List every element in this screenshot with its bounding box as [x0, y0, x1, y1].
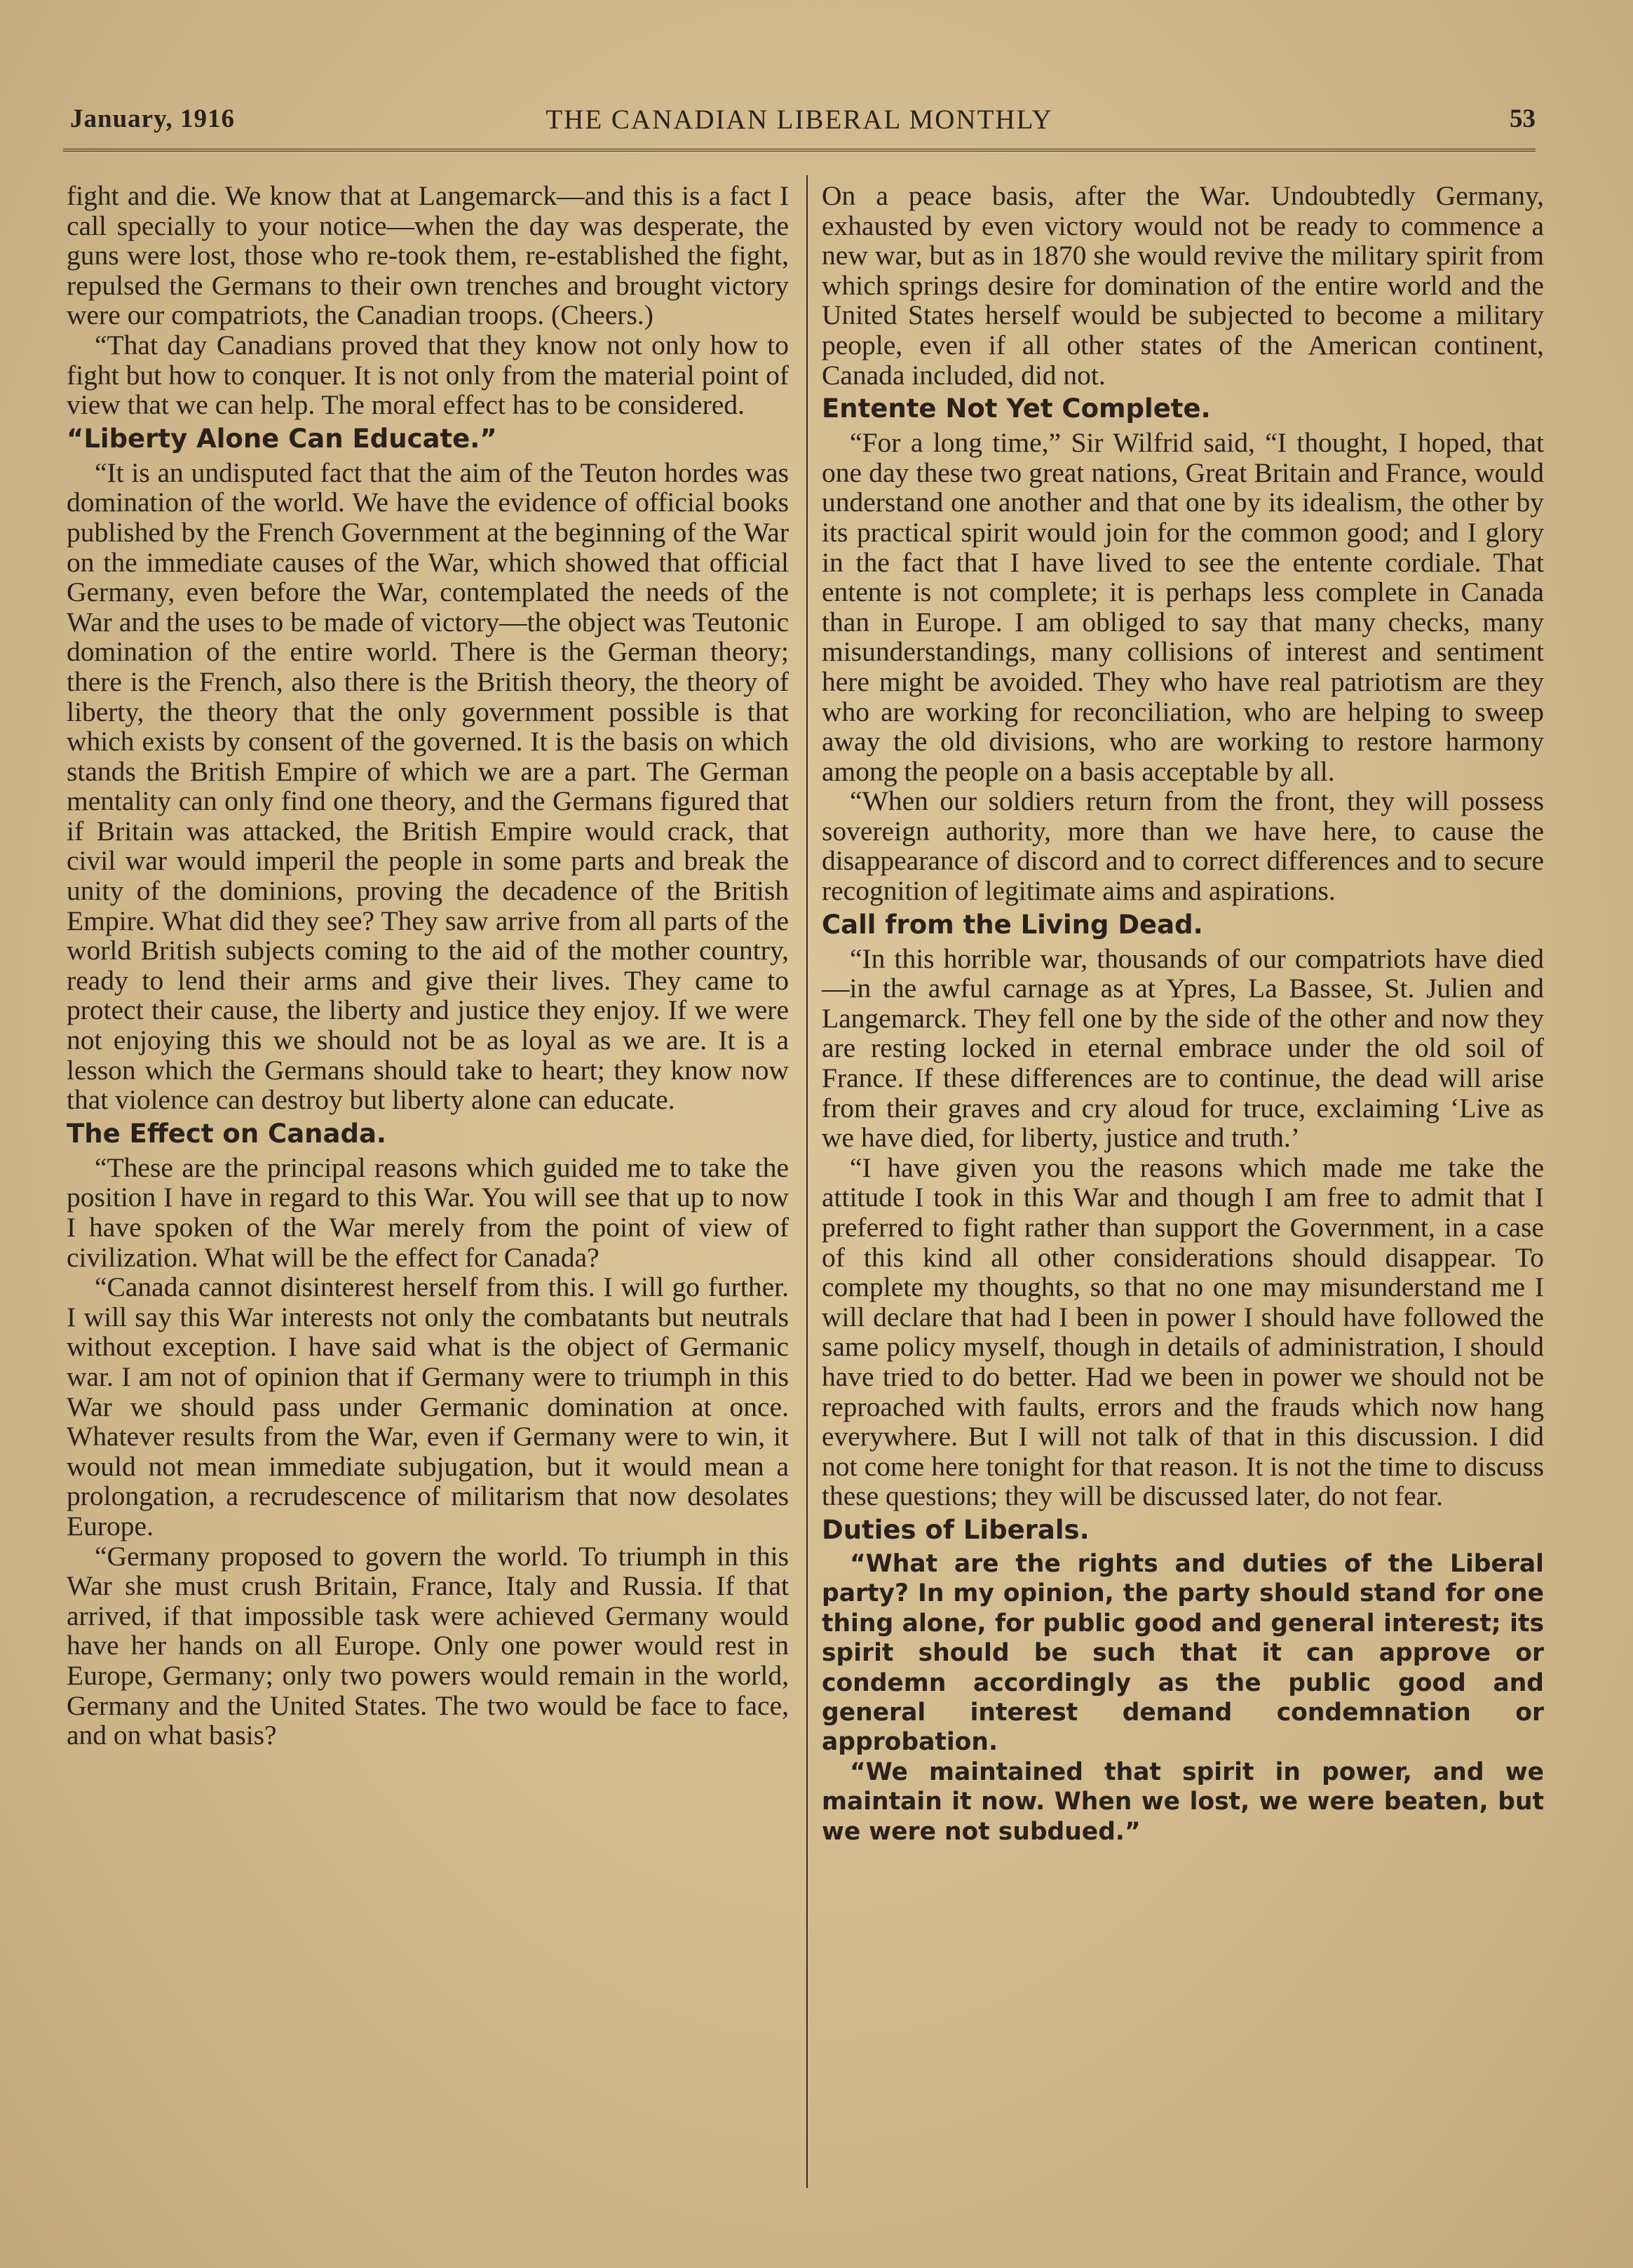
paragraph: fight and die. We know that at Langemarck—and this is a fact I call specially to your notice—when the day was desperate, the guns were lost, those who re-took them, re-established the fight, repulsed the Germans to their own trenches and brought victory were our compatriots, the Canadian troops. (Cheers.) [67, 180, 789, 331]
header-date: January, 1916 [70, 104, 236, 133]
paragraph: “It is an undisputed fact that the aim of the Teuton hordes was domination of the world. We have the evidence of official books published by the French Government at the beginning of the War on the immediate causes of the War, which showed that official Germany, even before the War, contemplated the needs of the War and the uses to be made of victory—the object was Teutonic domination of the entire world. There is the German theory; there is the French, also there is the British theory, the theory of liberty, the theory that the only government possible is that which exists by consent of the governed. It is the basis on which stands the British Empire of which we are a part. The German mentality can only find one theory, and the Germans figured that if Britain was attacked, the British Empire would crack, that civil war would imperil the people in some parts and break the unity of the dominions, proving the decadence of the British Empire. What did they see? They saw arrive from all parts of the world British subjects coming to the aid of the mother country, ready to lend their arms and give their lives. They came to protect their cause, the liberty and justice they enjoy. If we were not enjoying this we should not be as loyal as we are. It is a lesson which the Germans should take to heart; they know now that violence can destroy but liberty alone can educate. [67, 457, 789, 1116]
section-heading: Duties of Liberals. [822, 1514, 1090, 1545]
page-number: 53 [1510, 104, 1536, 133]
section-heading: “Liberty Alone Can Educate.” [67, 423, 497, 454]
section-heading: The Effect on Canada. [67, 1118, 386, 1149]
paragraph: On a peace basis, after the War. Undoubtedly Germany, exhausted by even victory would not be ready to commence a new war, but as in 1870 she would revive the military spirit from which springs desire for domination of the entire world and the United States herself would be subjected to become a military people, even if all other states of the American continent, Canada included, did not. [822, 180, 1544, 391]
paragraph-bold: “We maintained that spirit in power, and we maintain it now. When we lost, we were beaten, but we were not subdued.” [822, 1757, 1544, 1846]
paragraph: “These are the principal reasons which guided me to take the position I have in regard to this War. You will see that up to now I have spoken of the War merely from the point of view of civilization. What will be the effect for Canada? [67, 1152, 789, 1273]
paragraph-bold: “What are the rights and duties of the Liberal party? In my opinion, the party should stand for one thing alone, for public good and general interest; its spirit should be such that it can approve or condemn accordingly as the public good and general interest demand condemnation or approbation. [822, 1549, 1544, 1757]
paragraph: “For a long time,” Sir Wilfrid said, “I thought, I hoped, that one day these two great nations, Great Britain and France, would understand one another and that one by its idealism, the other by its practical spirit would join for the common good; and I glory in the fact that I have lived to see the entente cordiale. That entente is not complete; it is perhaps less complete in Canada than in Europe. I am obliged to say that many checks, many misunderstandings, many collisions of interest and sentiment here might be avoided. They who have real patriotism are they who are working for reconciliation, who are helping to sweep away the old divisions, who are working to restore harmony among the people on a basis acceptable by all. [822, 427, 1544, 787]
header-title: THE CANADIAN LIBERAL MONTHLY [546, 104, 1053, 135]
paragraph: “I have given you the reasons which made me take the attitude I took in this War and though I am free to admit that I preferred to fight rather than support the Government, in a case of this kind all other considerations should disappear. To complete my thoughts, so that no one may misunderstand me I will declare that had I been in power I should have followed the same policy myself, though in details of administration, I should have tried to do better. Had we been in power we should not be reproached with faults, errors and the frauds which now hang everywhere. But I will not talk of that in this discussion. I did not come here tonight for that reason. It is not the time to discuss these questions; they will be discussed later, do not fear. [822, 1152, 1544, 1512]
section-heading: Entente Not Yet Complete. [822, 393, 1211, 424]
header-rule [63, 149, 1536, 151]
running-header [63, 104, 1536, 146]
right-column [822, 181, 1544, 1847]
paragraph: “Germany proposed to govern the world. To triumph in this War she must crush Britain, France, Italy and Russia. If that arrived, if that impossible task were achieved Germany would have her hands on all Europe. Only one power would rest in Europe, Germany; only two powers would remain in the world, Germany and the United States. The two would be face to face, and on what basis? [67, 1540, 789, 1751]
paragraph: “That day Canadians proved that they know not only how to fight but how to conquer. It is not only from the material point of view that we can help. The moral effect has to be considered. [67, 329, 789, 421]
paragraph: “When our soldiers return from the front, they will possess sovereign authority, more than we have here, to cause the disappearance of discord and to correct differences and to secure recognition of legitimate aims and aspirations. [822, 785, 1544, 907]
left-column [67, 181, 789, 1750]
paragraph: “Canada cannot disinterest herself from this. I will go further. I will say this War interests not only the combatants but neutrals without exception. I have said what is the object of Germanic war. I am not of opinion that if Germany were to triumph in this War we should pass under Germanic domination at once. Whatever results from the War, even if Germany were to win, it would not mean immediate subjugation, but it would mean a prolongation, a recrudescence of militarism that now desolates Europe. [67, 1271, 789, 1541]
section-heading: Call from the Living Dead. [822, 909, 1203, 940]
paragraph: “In this horrible war, thousands of our compatriots have died—in the awful carnage as at Ypres, La Bassee, St. Julien and Langemarck. They fell one by the side of the other and now they are resting locked in eternal embrace under the old soil of France. If these differences are to continue, the dead will arise from their graves and cry aloud for truce, exclaiming ‘Live as we have died, for liberty, justice and truth.’ [822, 943, 1544, 1154]
column-divider [806, 175, 808, 2188]
